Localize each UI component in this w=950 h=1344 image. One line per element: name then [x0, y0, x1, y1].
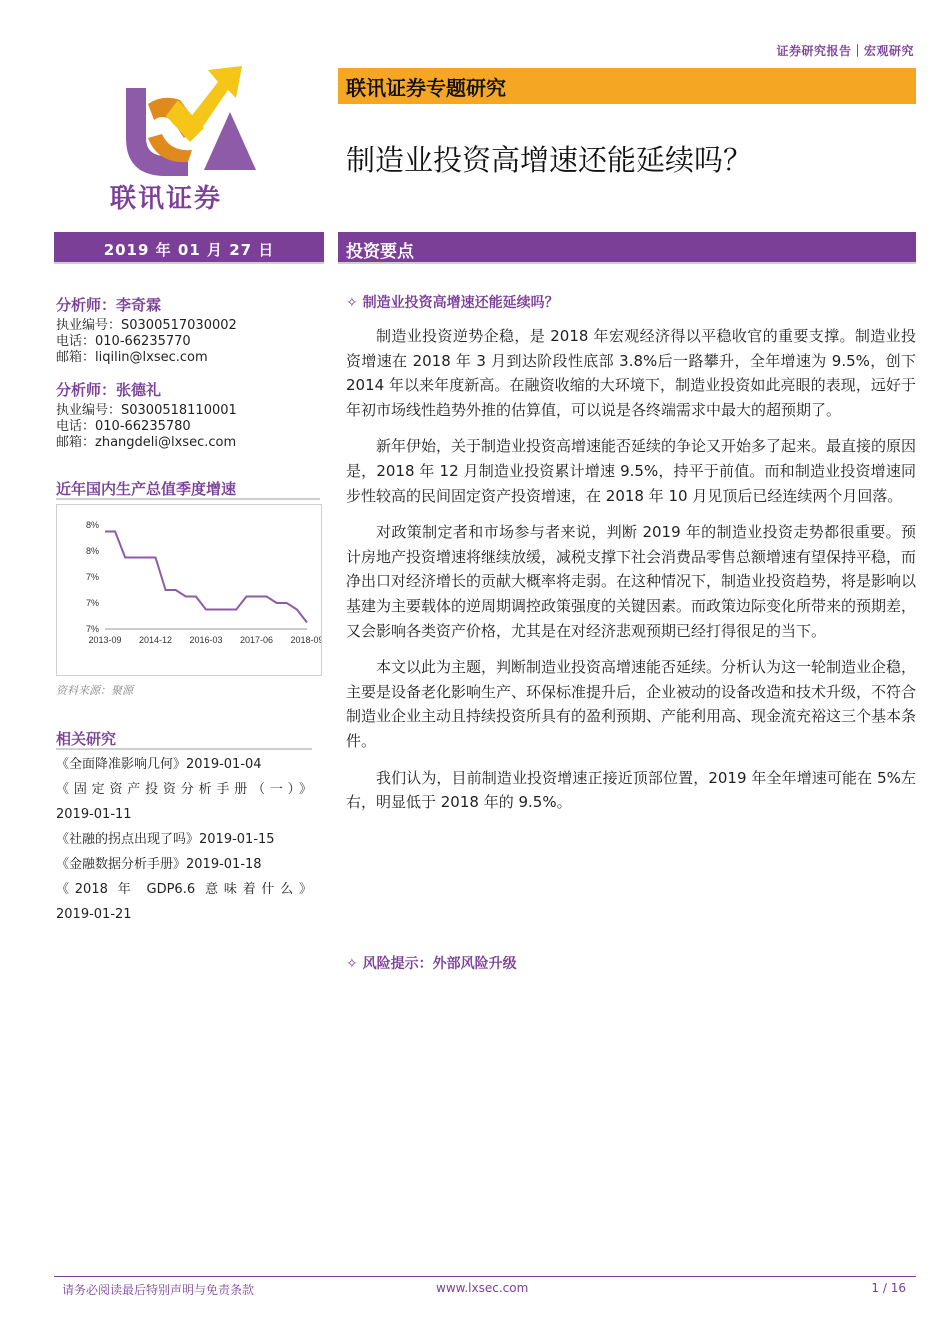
analyst-phone: 电话：010-66235770 — [56, 334, 191, 349]
report-date: 2019 年 01 月 27 日 — [103, 241, 275, 259]
analyst-name: 分析师：李奇霖 — [56, 296, 162, 314]
related-item[interactable]: 《全面降准影响几何》2019-01-04 — [56, 757, 262, 772]
analyst-license: 执业编号：S0300518110001 — [56, 403, 237, 418]
footer-website[interactable]: www.lxsec.com — [436, 1281, 529, 1295]
x-tick-label: 2014-12 — [138, 635, 173, 645]
report-type-label: 证券研究报告｜宏观研究 — [776, 44, 914, 58]
related-item[interactable]: 《固定资产投资分析手册（一）》 — [56, 782, 312, 797]
body-text — [346, 324, 916, 827]
analyst-email[interactable]: 邮箱：zhangdeli@lxsec.com — [56, 435, 237, 450]
y-tick-label: 8% — [85, 546, 99, 556]
body-paragraph: 本文以此为主题，判断制造业投资高增速能否延续。分析认为这一轮制造业企稳，主要是设备老化影响生产、环保标准提升后，企业被动的设备改造和技术升级，不符合制造业企业主动且持续投资所具有的盈利预期、产能利用高、现金流充裕这三个基本条件。 — [346, 658, 917, 750]
body-paragraph: 我们认为，目前制造业投资增速正接近顶部位置，2019 年全年增速可能在 5%左右，明显低于 2018 年的 9.5%。 — [346, 768, 916, 812]
analyst-email[interactable]: 邮箱：liqilin@lxsec.com — [56, 350, 208, 365]
key-points-banner — [338, 232, 916, 264]
x-tick-label: 2013-09 — [88, 635, 122, 645]
y-tick-label: 8% — [85, 520, 99, 530]
y-tick-label: 7% — [85, 598, 99, 608]
footer-disclaimer[interactable]: 请务必阅读最后特别声明与免责条款 — [62, 1283, 255, 1297]
series-title: 联讯证券专题研究 — [346, 76, 506, 100]
chart-title-divider — [56, 498, 320, 500]
key-points-title: 投资要点 — [346, 242, 414, 262]
analyst-phone: 电话：010-66235780 — [56, 419, 191, 434]
section-heading-risk: ✧ 风险提示：外部风险升级 — [346, 956, 517, 972]
section-heading-main: ✧ 制造业投资高增速还能延续吗？ — [346, 295, 559, 311]
x-tick-label: 2016-03 — [189, 635, 223, 645]
chart-title: 近年国内生产总值季度增速 — [56, 480, 237, 498]
analyst-name: 分析师：张德礼 — [56, 381, 162, 399]
related-item[interactable]: 《金融数据分析手册》2019-01-18 — [56, 857, 262, 872]
related-item[interactable]: 《社融的拐点出现了吗》2019-01-15 — [56, 832, 275, 847]
chart-frame — [56, 504, 322, 676]
body-paragraph: 对政策制定者和市场参与者来说，判断 2019 年的制造业投资走势都很重要。预计房地产投资增速将继续放缓，减税支撑下社会消费品零售总额增速有望保持平稳，而净出口对经济增长的贡献大概率将走弱。在这种情况下，制造业投资趋势，将是影响以基建为主要载体的逆周期调控政策强度的关键因素。而政策边际变化所带来的预期差，又会影响各类资产价格，尤其是在对经济悲观预期已经打得很足的当下。 — [346, 523, 917, 640]
related-divider — [56, 748, 312, 750]
footer-divider — [54, 1276, 916, 1277]
page-title: 制造业投资高增速还能延续吗？ — [346, 143, 753, 177]
chart-source: 资料来源：聚源 — [56, 684, 133, 697]
related-title: 相关研究 — [56, 730, 117, 748]
related-item-date: 2019-01-21 — [56, 907, 132, 922]
y-tick-label: 7% — [85, 572, 99, 582]
x-tick-label: 2018-09 — [290, 635, 321, 645]
series-line-gdp — [105, 532, 307, 623]
body-paragraph: 新年伊始，关于制造业投资高增速能否延续的争论又开始多了起来。最直接的原因是，2018 年 12 月制造业投资累计增速 9.5%，持平于前值。而和制造业投资增速同步性较高的民间固定资产投资增速，在 2018 年 10 月见顶后已经连续两个月回落。 — [346, 437, 917, 505]
gdp-line-chart — [57, 505, 321, 675]
analyst-block-2 — [56, 379, 237, 451]
body-paragraph: 制造业投资逆势企稳，是 2018 年宏观经济得以平稳收官的重要支撑。制造业投资增速在 2018 年 3 月到达阶段性底部 3.8%后一路攀升，全年增速为 9.5%，创下 2014 年以来年度新高。在融资收缩的大环境下，制造业投资如此亮眼的表现，远好于年初市场线性趋势外推的估算值，可以说是各终端需求中最大的超预期了。 — [346, 327, 916, 419]
y-tick-label: 7% — [85, 624, 99, 634]
page-number: 1 / 16 — [871, 1281, 906, 1295]
analyst-block-1 — [56, 294, 237, 366]
related-list — [56, 752, 312, 927]
analyst-license: 执业编号：S0300517030002 — [56, 318, 237, 333]
logo-text: 联讯证券 — [110, 184, 223, 214]
related-item-date: 2019-01-11 — [56, 807, 132, 822]
related-item[interactable]: 《2018 年 GDP6.6 意味着什么》 — [56, 882, 312, 897]
x-tick-label: 2017-06 — [239, 635, 274, 645]
